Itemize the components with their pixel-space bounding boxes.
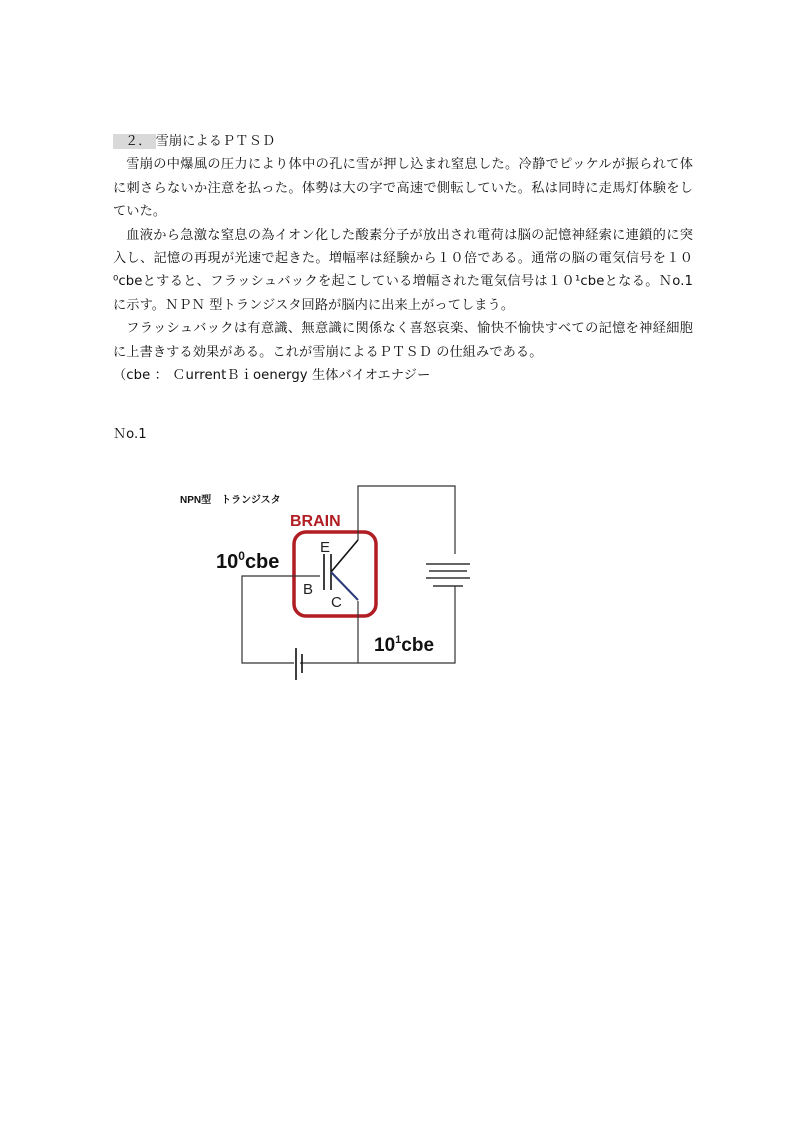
output-signal-label: $10^1cbe$ <box>374 634 435 656</box>
section-heading <box>113 130 693 153</box>
paragraph-1: 雪崩の中爆風の圧力により体中の孔に雪が押し込まれ窒息した。冷静でピッケルが振られて体に刺さらないか注意を払った。体勢は大の字で高速で側転していた。私は同時に走馬灯体験をしていた。 <box>113 157 693 220</box>
pin-e-label: E <box>320 539 331 556</box>
body-text <box>113 130 693 387</box>
input-signal-label: $10^0cbe$ <box>216 549 280 573</box>
battery-right <box>426 564 470 586</box>
cbe-note: （cbe ： ＣurrentＢｉoenergy 生体バイオエナジー <box>113 368 431 384</box>
section-title: 雪崩によるＰＴＳＤ <box>155 134 276 149</box>
pin-b-label: B <box>303 581 314 598</box>
battery-bottom <box>296 648 302 680</box>
figure-label: Ｎo.1 <box>113 427 147 442</box>
paragraph-3: フラッシュバックは有意識、無意識に関係なく喜怒哀楽、愉快不愉快すべての記憶を神経細胞に上書きする効果がある。これが雪崩によるＰＴＳＤ の仕組みである。 <box>113 321 693 360</box>
paragraph-2: 血液から急激な窒息の為イオン化した酸素分子が放出され電荷は脳の記憶神経索に連鎖的に突入し、記憶の再現が光速で起きた。増幅率は経験から１０倍である。通常の脳の電気信号を１０⁰cbeとすると、フラッシュバックを起こしている増幅された電気信号は１０¹cbeとなる。Ｎo.1に示す。ＮＰＮ 型トランジスタ回路が脳内に出来上がってしまう。 <box>113 227 693 313</box>
pin-c-label: C <box>331 594 342 611</box>
npn-transistor-diagram <box>170 476 470 686</box>
section-number: ２． <box>113 134 156 149</box>
diagram-title: NPN型 トランジスタ <box>180 495 281 506</box>
wire-top-right <box>358 486 455 554</box>
brain-label: BRAIN <box>290 513 341 530</box>
emitter-leg <box>331 540 358 572</box>
